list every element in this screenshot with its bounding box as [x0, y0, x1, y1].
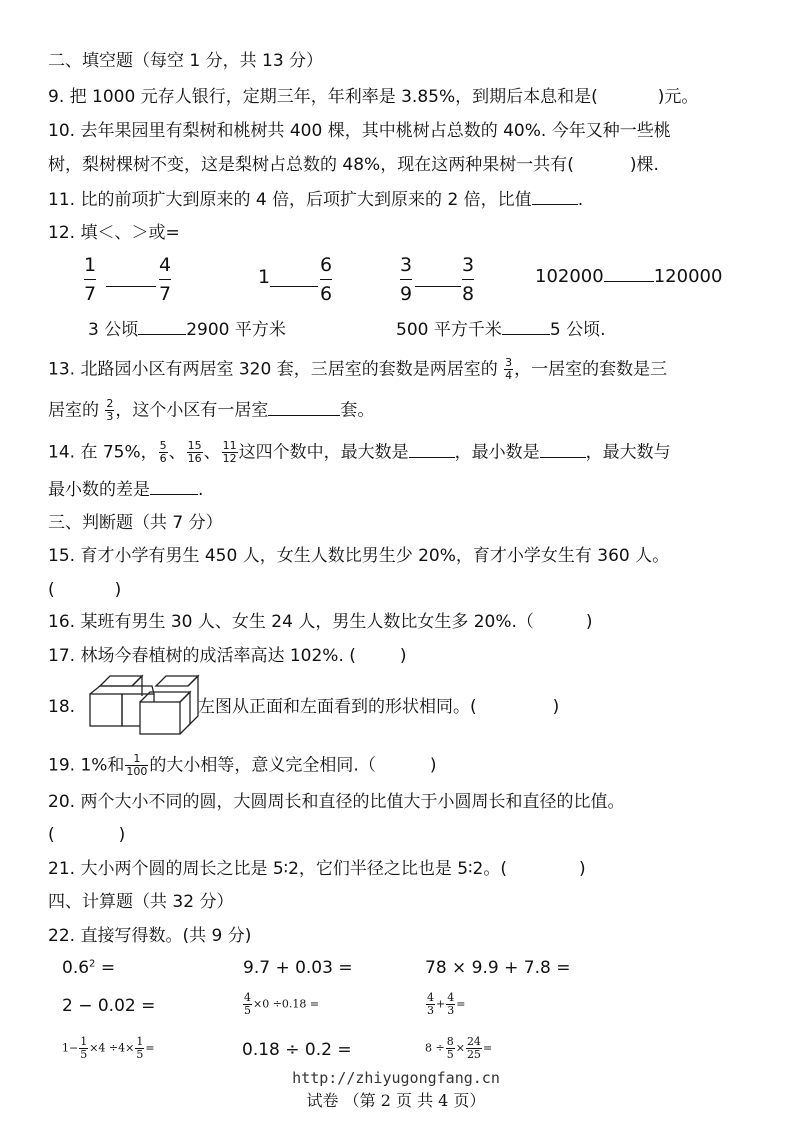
q9-text: 9. 把 1000 元存人银行，定期三年，年利率是 3.85%，到期后本息和是( [48, 87, 598, 107]
expression: ×0 ÷0.18 = [253, 997, 320, 1011]
denominator: 7 [84, 279, 96, 306]
calc-5 [242, 992, 319, 1017]
equals: = [145, 1041, 155, 1055]
numerator: 4 [447, 991, 455, 1004]
numerator: 1 [80, 1035, 88, 1048]
bracket-close: ) [118, 825, 126, 845]
denominator: 5 [244, 1004, 251, 1017]
fraction [462, 253, 474, 306]
denominator: 5 [136, 1048, 144, 1061]
numerator: 3 [505, 356, 513, 369]
denominator: 8 [462, 279, 474, 306]
q19-text: 19. 1%和 [48, 755, 125, 776]
expression: 1− [62, 1041, 79, 1055]
numerator: 3 [462, 254, 475, 276]
compare-blank[interactable] [106, 272, 156, 287]
question-10-line1: 10. 去年果园里有梨树和桃树共 400 棵，其中桃树占总数的 40%. 今年又种一些桃 [48, 121, 671, 141]
separator: 、 [168, 442, 186, 463]
numerator: 1 [84, 254, 97, 276]
q9-tail: )元。 [657, 87, 699, 107]
numerator: 4 [244, 991, 251, 1004]
integer-a: 102000 [535, 266, 604, 287]
exponent: 2 [89, 958, 96, 970]
operator: + [436, 997, 446, 1011]
denominator: 9 [400, 279, 412, 306]
expression: ×4 ÷4× [89, 1041, 135, 1055]
fraction [400, 253, 412, 306]
question-9 [48, 86, 698, 108]
section-fill-title: 二、填空题（每空 1 分，共 13 分） [48, 51, 324, 71]
footer-page: 试卷 （第 2 页 共 4 页） [306, 1091, 486, 1110]
question-18-number: 18. [48, 697, 76, 717]
bracket-open: ( [48, 580, 55, 600]
denominator: 3 [447, 1004, 455, 1017]
question-17 [48, 645, 407, 667]
bracket-close: ) [552, 697, 560, 717]
q13-text3: 居室的 [48, 400, 99, 421]
numerator: 15 [187, 439, 202, 452]
fraction [504, 357, 513, 382]
q16-text: 16. 某班有男生 30 人、女生 24 人，男生人数比女生多 20%.（ [48, 612, 534, 632]
bracket-close: ) [114, 580, 122, 600]
question-15: 15. 育才小学有男生 450 人，女生人数比男生少 20%，育才小学女生有 360 人。 [48, 546, 670, 566]
unit-b: 5 公顷. [549, 320, 606, 340]
answer-blank[interactable] [150, 478, 198, 495]
unit-a: 3 公顷 [88, 320, 139, 340]
question-13-line2 [48, 398, 374, 423]
fraction [466, 1036, 482, 1061]
bracket-close: ) [429, 755, 437, 776]
q14-text3: ，最小数是 [454, 442, 540, 463]
equals: = [95, 958, 116, 978]
operator: × [455, 1041, 465, 1055]
numerator: 24 [466, 1035, 481, 1048]
q13-tail: 套。 [340, 400, 375, 421]
calc-2: 9.7 + 0.03 = [243, 958, 353, 978]
calc-7 [62, 1036, 155, 1061]
equals: = [482, 1041, 493, 1055]
question-16 [48, 611, 593, 633]
compare-blank[interactable] [415, 272, 461, 287]
unit-b: 2900 平方米 [186, 320, 286, 340]
compare-integers [535, 266, 722, 287]
numerator: 8 [446, 1035, 454, 1048]
question-12-head: 12. 填＜、＞或= [48, 223, 180, 243]
q13-text4: ，这个小区有一居室 [115, 400, 269, 421]
fraction [135, 1036, 144, 1061]
fraction [222, 440, 238, 465]
footer-url: http://zhiyugongfang.cn [292, 1069, 500, 1087]
question-13-line1 [48, 357, 667, 382]
numerator: 1 [136, 1035, 144, 1048]
section-judge-title: 三、判断题（共 7 分） [48, 513, 223, 533]
calc-9 [425, 1036, 492, 1061]
answer-blank[interactable] [540, 441, 586, 458]
q12-row2-left [88, 318, 286, 341]
question-21 [48, 858, 586, 880]
q17-text: 17. 林场今春植树的成活率高达 102%. ( [48, 646, 356, 666]
numerator: 11 [222, 439, 237, 452]
expression: 8 ÷ [425, 1041, 445, 1055]
calc-6 [425, 992, 465, 1017]
question-14-line1 [48, 440, 671, 465]
q11-text: 11. 比的前项扩大到原来的 4 倍，后项扩大到原来的 2 倍，比值 [48, 190, 532, 210]
q19-text2: 的大小相等，意义完全相同.（ [149, 755, 376, 776]
compare-blank[interactable] [138, 318, 186, 335]
numerator: 1 [133, 752, 141, 765]
numerator: 3 [400, 254, 413, 276]
q13-text2: ，一居室的套数是三 [514, 359, 668, 380]
calc-1 [62, 958, 115, 978]
denominator: 4 [505, 369, 513, 382]
answer-blank[interactable] [532, 188, 578, 205]
q12-row2-right [396, 318, 605, 341]
fraction [320, 253, 332, 306]
section-calc-title: 四、计算题（共 32 分） [48, 892, 234, 912]
numerator: 6 [320, 254, 333, 276]
question-19 [48, 753, 436, 778]
question-15-bracket [48, 579, 121, 601]
question-11 [48, 188, 583, 211]
denominator: 5 [446, 1048, 454, 1061]
fraction [446, 992, 455, 1017]
equals: = [456, 997, 466, 1011]
numerator: 2 [106, 397, 114, 410]
numerator: 5 [159, 439, 167, 452]
separator: 、 [203, 442, 221, 463]
fraction [446, 1036, 455, 1061]
q21-text: 21. 大小两个圆的周长之比是 5∶2，它们半径之比也是 5∶2。( [48, 859, 507, 879]
denominator: 6 [320, 279, 332, 306]
fraction [84, 253, 96, 306]
denominator: 7 [159, 279, 171, 306]
calc-3: 78 × 9.9 + 7.8 = [425, 958, 571, 978]
denominator: 5 [80, 1048, 88, 1061]
question-18 [198, 696, 559, 718]
denominator: 16 [187, 452, 202, 465]
calc-4: 2 − 0.02 = [62, 996, 156, 1016]
question-22-head: 22. 直接写得数。(共 9 分) [48, 926, 252, 946]
numerator: 4 [159, 254, 172, 276]
denominator: 25 [466, 1048, 481, 1061]
fraction [426, 992, 435, 1017]
bracket-open: ( [48, 825, 55, 845]
fraction [187, 440, 203, 465]
denominator: 3 [106, 410, 114, 423]
integer-b: 120000 [653, 266, 723, 287]
question-10-line2 [48, 154, 659, 176]
q14-text5: 最小数的差是 [48, 480, 150, 500]
calc-8: 0.18 ÷ 0.2 = [242, 1040, 352, 1060]
answer-blank[interactable] [268, 399, 340, 416]
numerator: 4 [427, 991, 434, 1004]
q14-text: 14. 在 75%， [48, 442, 158, 463]
q11-tail: . [577, 190, 584, 210]
base: 0.6 [62, 958, 90, 978]
cube-figure [88, 672, 200, 736]
denominator: 12 [222, 452, 237, 465]
whole-number: 1 [258, 266, 271, 288]
fraction [105, 398, 114, 423]
bracket-close: ) [585, 612, 593, 632]
q14-tail: . [198, 480, 204, 500]
answer-blank[interactable] [409, 441, 455, 458]
fraction [159, 440, 168, 465]
question-14-line2 [48, 478, 203, 501]
fraction [159, 253, 171, 306]
bracket-close: ) [579, 859, 586, 879]
denominator: 3 [427, 1004, 434, 1017]
fraction [79, 1036, 88, 1061]
fraction [125, 753, 148, 778]
bracket-close: ) [399, 646, 407, 666]
q14-text2: 这四个数中，最大数是 [238, 442, 409, 463]
denominator: 6 [159, 452, 167, 465]
compare-blank[interactable] [270, 272, 318, 287]
compare-blank[interactable] [502, 318, 550, 335]
unit-a: 500 平方千米 [396, 320, 502, 340]
q13-text: 13. 北路园小区有两居室 320 套，三居室的套数是两居室的 [48, 359, 498, 380]
q18-text: 左图从正面和左面看到的形状相同。( [198, 697, 477, 717]
question-20: 20. 两个大小不同的圆，大圆周长和直径的比值大于小圆周长和直径的比值。 [48, 792, 625, 812]
q14-text4: ，最大数与 [585, 442, 671, 463]
q10-text: 树，梨树棵树不变，这是梨树占总数的 48%，现在这两种果树一共有( [48, 155, 574, 175]
compare-blank[interactable] [604, 267, 654, 282]
fraction [243, 992, 252, 1017]
q10-tail: )棵. [629, 155, 659, 175]
denominator: 100 [126, 765, 148, 778]
question-20-bracket [48, 824, 125, 846]
